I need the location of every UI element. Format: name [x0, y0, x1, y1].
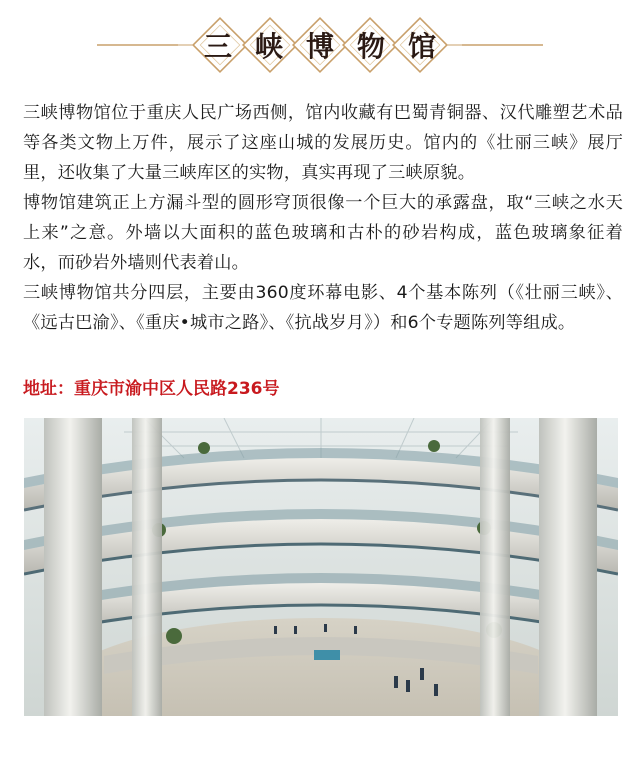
header-banner — [0, 0, 640, 90]
atrium-illustration — [24, 418, 618, 716]
title-char: 峡 — [254, 30, 283, 63]
museum-atrium-photo — [24, 418, 618, 716]
paragraph-exhibits: 三峡博物馆共分四层，主要由360度环幕电影、4个基本陈列（《壮丽三峡》、《远古巴渝》、《重庆•城市之路》、《抗战岁月》）和6个专题陈列等组成。 — [23, 283, 623, 333]
title-char: 三 — [203, 30, 232, 63]
paragraph-architecture: 博物馆建筑正上方漏斗型的圆形穹顶很像一个巨大的承露盘，取“三峡之水天上来”之意。外墙以大面积的蓝色玻璃和古朴的砂岩构成，蓝色玻璃象征着水，而砂岩外墙则代表着山。 — [23, 193, 623, 273]
page-title — [196, 16, 444, 74]
paragraph-intro: 三峡博物馆位于重庆人民广场西侧，馆内收藏有巴蜀青铜器、汉代雕塑艺术品等各类文物上万件，展示了这座山城的发展历史。馆内的《壮丽三峡》展厅里，还收集了大量三峡库区的实物，真实再现了三峡原貌。 — [23, 103, 623, 183]
address-line: 地址：重庆市渝中区人民路236号 — [23, 379, 280, 399]
title-char: 博 — [305, 30, 334, 63]
title-char: 物 — [356, 30, 385, 63]
article-body — [23, 98, 623, 338]
title-char: 馆 — [407, 30, 436, 63]
